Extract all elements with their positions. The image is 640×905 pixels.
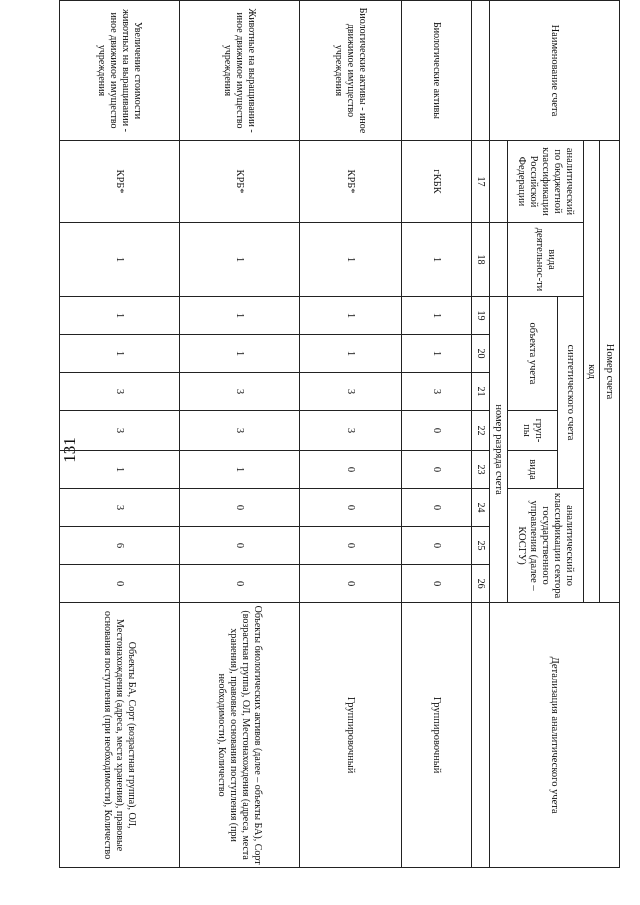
row-c18: 1 — [402, 223, 472, 297]
row-c19: 1 — [60, 297, 180, 335]
row-c18: 1 — [300, 223, 402, 297]
table-row — [180, 1, 300, 868]
digit-20: 20 — [472, 335, 490, 373]
header-synthetic: синтетического счета — [558, 297, 584, 489]
row-c19: 1 — [402, 297, 472, 335]
row-detail: Группировочный — [402, 603, 472, 868]
row-c20: 1 — [60, 335, 180, 373]
row-c17: КРБ* — [180, 141, 300, 223]
row-c19: 1 — [180, 297, 300, 335]
row-c22: 3 — [180, 411, 300, 451]
row-c22: 0 — [402, 411, 472, 451]
header-code: код — [584, 141, 600, 603]
row-c26: 0 — [60, 565, 180, 603]
row-c25: 0 — [180, 527, 300, 565]
row-c20: 1 — [300, 335, 402, 373]
row-detail: Объекты биологических активов (далее – объекты БА), Сорт (возрастная группа), ОЛ, Местонахождения (адреса, места хранения), правовые основания поступления (при необходимости), Количество — [180, 603, 300, 868]
row-name: Биологические активы - иное движимое имущество учреждения — [300, 1, 402, 141]
header-spacer-18 — [490, 223, 508, 297]
header-kind: вида — [508, 451, 558, 489]
row-c24: 0 — [180, 489, 300, 527]
header-activity-type: вида деятельнос-ти — [508, 223, 584, 297]
row-c21: 3 — [180, 373, 300, 411]
row-c21: 3 — [300, 373, 402, 411]
row-c17: гКБК — [402, 141, 472, 223]
row-c17: КРБ* — [60, 141, 180, 223]
row-c23: 1 — [180, 451, 300, 489]
header-account-object: объекта учета — [508, 297, 558, 411]
row-c22: 3 — [60, 411, 180, 451]
row-c25: 6 — [60, 527, 180, 565]
digit-18: 18 — [472, 223, 490, 297]
digit-21: 21 — [472, 373, 490, 411]
row-detail: Объекты БА, Сорт (возрастная группа), ОЛ, Местонахождения (адреса, места хранения), правовые основания поступления (при необходимости), Количество — [60, 603, 180, 868]
digit-19: 19 — [472, 297, 490, 335]
row-c21: 3 — [60, 373, 180, 411]
row-c18: 1 — [60, 223, 180, 297]
header-spacer-17 — [490, 141, 508, 223]
row-c24: 0 — [300, 489, 402, 527]
header-group: груп-пы — [508, 411, 558, 451]
row-c23: 0 — [300, 451, 402, 489]
row-name: Животные на выращивании - иное движимое имущество учреждения — [180, 1, 300, 141]
row-c26: 0 — [180, 565, 300, 603]
header-digit-number: номер разряда счета — [490, 297, 508, 603]
row-c21: 3 — [402, 373, 472, 411]
digit-26: 26 — [472, 565, 490, 603]
table-row — [60, 1, 180, 868]
row-c20: 1 — [402, 335, 472, 373]
digit-spacer — [472, 1, 490, 141]
accounts-table — [59, 0, 620, 868]
header-account-number: Номер счета — [600, 141, 620, 603]
row-c24: 3 — [60, 489, 180, 527]
row-c22: 3 — [300, 411, 402, 451]
row-name: Биологические активы — [402, 1, 472, 141]
table-row — [300, 1, 402, 868]
row-c17: КРБ* — [300, 141, 402, 223]
row-c23: 0 — [402, 451, 472, 489]
header-account-name: Наименование счета — [490, 1, 620, 141]
digit-17: 17 — [472, 141, 490, 223]
row-c24: 0 — [402, 489, 472, 527]
row-c18: 1 — [180, 223, 300, 297]
header-budget-class: аналитический по бюджетной классификации Российской Федерации — [508, 141, 584, 223]
table-row — [402, 1, 472, 868]
digit-24: 24 — [472, 489, 490, 527]
digit-22: 22 — [472, 411, 490, 451]
row-c25: 0 — [300, 527, 402, 565]
row-c20: 1 — [180, 335, 300, 373]
header-kosgu: аналитический по классификации сектора государственного управления (далее – КОСГУ) — [508, 489, 584, 603]
digit-detail-spacer — [472, 603, 490, 868]
digit-23: 23 — [472, 451, 490, 489]
rotated-table-wrapper — [65, 0, 620, 865]
page-number: 131 — [60, 437, 79, 463]
row-c23: 1 — [60, 451, 180, 489]
row-c25: 0 — [402, 527, 472, 565]
digit-25: 25 — [472, 527, 490, 565]
row-name: Увеличение стоимости животных на выращивании - иное движимое имущество учреждения — [60, 1, 180, 141]
header-detail: Детализация аналитического учета — [490, 603, 620, 868]
row-c26: 0 — [300, 565, 402, 603]
row-detail: Группировочный — [300, 603, 402, 868]
row-c26: 0 — [402, 565, 472, 603]
row-c19: 1 — [300, 297, 402, 335]
